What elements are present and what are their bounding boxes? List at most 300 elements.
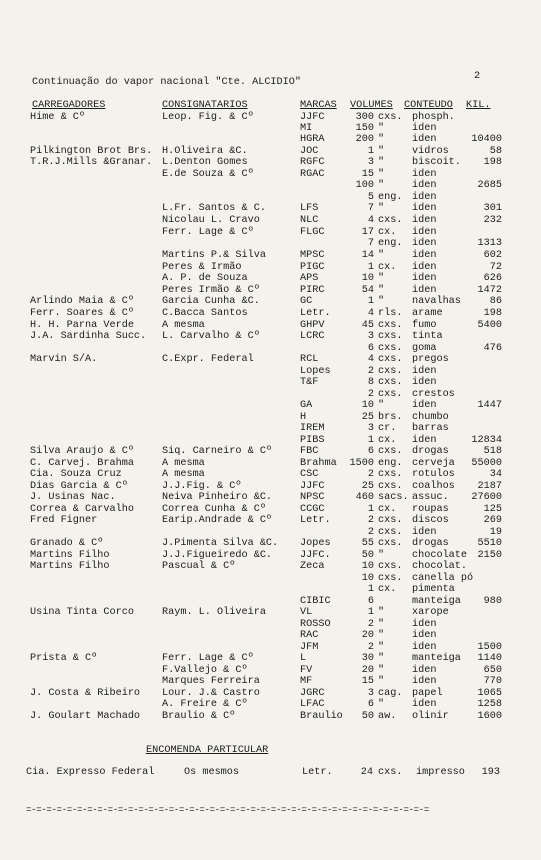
row-content: iden [412,377,437,388]
row-content: iden [412,676,437,687]
row-content: iden [412,642,437,653]
row-content: iden [412,699,437,710]
row-qty: 10 [361,573,374,584]
row-content: iden [412,527,437,538]
row-mark: JJFC. [300,550,331,561]
row-mark: RGAC [300,169,325,180]
row-consignee: Garcia Cunha &C. [162,296,260,307]
row-unit: cxs. [378,331,403,342]
row-unit: cx. [378,262,397,273]
row-mark: LCRC [300,331,325,342]
row-unit: " [378,250,385,261]
footer-shipper: Cia. Expresso Federal [26,767,155,778]
row-mark: Braulio [300,711,343,722]
row-qty: 2 [367,642,374,653]
row-kilos: 1065 [477,688,502,699]
table-row [0,251,541,263]
row-unit: cxs. [378,469,403,480]
table-row [0,424,541,436]
row-unit: cxs. [378,112,403,123]
row-consignee: C.Bacca Santos [162,308,248,319]
row-kilos: 1313 [477,238,502,249]
row-mark: PIGC [300,262,325,273]
row-content: navalhas [412,296,461,307]
row-shipper: Martins Filho [30,550,110,561]
row-qty: 10 [361,400,374,411]
row-qty: 1 [367,146,374,157]
row-mark: JOC [300,146,319,157]
row-content: discos [412,515,449,526]
row-content: fumo [412,320,437,331]
row-consignee: J.Pimenta Silva &C. [162,538,279,549]
row-qty: 1 [367,435,374,446]
row-unit: cx. [378,504,397,515]
row-content: drogas [412,538,449,549]
row-qty: 6 [367,699,374,710]
row-qty: 25 [361,412,374,423]
row-unit: " [378,607,385,618]
row-mark: RAC [300,630,319,641]
row-kilos: 2685 [477,180,502,191]
row-consignee: A mesma [162,320,205,331]
row-shipper: Hime & Cº [30,112,86,123]
row-unit: cxs. [378,366,403,377]
row-mark: NPSC [300,492,325,503]
row-consignee: Martins P.& Silva [162,250,266,261]
row-qty: 5 [367,192,374,203]
row-kilos: 198 [483,157,502,168]
row-unit: cxs. [378,389,403,400]
row-qty: 460 [355,492,374,503]
row-kilos: 198 [483,308,502,319]
row-qty: 3 [367,423,374,434]
row-unit: " [378,157,385,168]
row-mark: APS [300,273,319,284]
row-content: iden [412,400,437,411]
row-mark: FLGC [300,227,325,238]
row-consignee: Ferr. Lage & Cº [162,227,254,238]
row-unit: " [378,630,385,641]
row-kilos: 518 [483,446,502,457]
row-shipper: J. Costa & Ribeiro [30,688,141,699]
row-shipper: Marvin S/A. [30,354,98,365]
row-mark: VL [300,607,313,618]
row-unit: cxs. [378,343,403,354]
row-content: iden [412,630,437,641]
row-shipper: Dias Garcia & Cº [30,481,128,492]
row-mark: MPSC [300,250,325,261]
row-content: iden [412,215,437,226]
row-mark: MI [300,123,313,134]
row-qty: 4 [367,354,374,365]
row-mark: FV [300,665,313,676]
row-mark: GA [300,400,313,411]
row-mark: Jopes [300,538,331,549]
row-consignee: Neiva Pinheiro &C. [162,492,273,503]
row-unit: " [378,296,385,307]
row-unit: cr. [378,423,397,434]
row-qty: 200 [355,134,374,145]
row-qty: 17 [361,227,374,238]
row-unit: " [378,134,385,145]
row-content: chocolat. [412,561,468,572]
row-unit: cxs. [378,573,403,584]
row-unit: brs. [378,412,403,423]
row-unit: cxs. [378,538,403,549]
row-unit: cxs. [378,377,403,388]
row-shipper: H. H. Parna Verde [30,320,134,331]
row-unit: " [378,653,385,664]
row-kilos: 301 [483,203,502,214]
row-content: xarope [412,607,449,618]
row-consignee: A. Freire & Cº [162,699,248,710]
row-content: iden [412,366,437,377]
row-kilos: 2150 [477,550,502,561]
row-content: vidros [412,146,449,157]
row-content: rotulos [412,469,455,480]
table-row [0,274,541,286]
row-consignee: H.Oliveira &C. [162,146,248,157]
row-consignee: Leop. Fig. & Cº [162,112,254,123]
row-content: iden [412,192,437,203]
row-content: iden [412,285,437,296]
row-shipper: Correa & Carvalho [30,504,134,515]
row-content: iden [412,180,437,191]
row-consignee: Earip.Andrade & Cº [162,515,273,526]
row-consignee: L.Fr. Santos & C. [162,203,266,214]
row-consignee: A. P. de Souza [162,273,248,284]
row-kilos: 602 [483,250,502,261]
row-kilos: 1500 [477,642,502,653]
row-qty: 7 [367,203,374,214]
row-content: tinta [412,331,443,342]
table-row [0,654,541,666]
row-unit: cxs. [378,215,403,226]
row-unit: cxs. [378,561,403,572]
row-qty: 6 [367,596,374,607]
row-qty: 150 [355,123,374,134]
row-content: iden [412,169,437,180]
row-unit: " [378,699,385,710]
row-unit: cxs. [378,527,403,538]
row-qty: 4 [367,308,374,319]
row-kilos: 1258 [477,699,502,710]
row-unit: " [378,123,385,134]
table-row [0,181,541,193]
row-mark: L [300,653,307,664]
row-content: goma [412,343,437,354]
row-qty: 300 [355,112,374,123]
row-qty: 4 [367,215,374,226]
row-qty: 15 [361,169,374,180]
row-qty: 10 [361,273,374,284]
table-row [0,355,541,367]
row-qty: 3 [367,688,374,699]
row-unit: rls. [378,308,403,319]
row-qty: 7 [367,238,374,249]
footer-consignee: Os mesmos [184,767,240,778]
row-consignee: J.J.Figueiredo &C. [162,550,273,561]
row-mark: Letr. [300,308,331,319]
row-mark: CCGC [300,504,325,515]
row-mark: MF [300,676,313,687]
table-row [0,158,541,170]
row-kilos: 1472 [477,285,502,296]
row-qty: 100 [355,180,374,191]
row-consignee: Peres Irmão & Cº [162,285,260,296]
row-qty: 3 [367,331,374,342]
row-qty: 1 [367,504,374,515]
row-qty: 2 [367,389,374,400]
row-qty: 50 [361,711,374,722]
row-shipper: Martins Filho [30,561,110,572]
row-unit: eng. [378,238,403,249]
row-consignee: J.J.Fig. & Cº [162,481,242,492]
row-shipper: Arlindo Maia & Cº [30,296,134,307]
row-content: iden [412,665,437,676]
row-mark: LFS [300,203,319,214]
row-consignee: Braulio & Cº [162,711,236,722]
footer-content: impresso [416,767,465,778]
row-unit: eng. [378,458,403,469]
row-shipper: T.R.J.Mills &Granar. [30,157,153,168]
row-consignee: Siq. Carneiro & Cº [162,446,273,457]
row-qty: 1 [367,296,374,307]
column-header-consignees: CONSIGNATARIOS [162,100,248,111]
row-content: assuc. [412,492,449,503]
document-header: Continuação do vapor nacional "Cte. ALCIDIO" [32,77,301,88]
row-unit: " [378,400,385,411]
row-kilos: 19 [489,527,502,538]
table-row [0,332,541,344]
row-consignee: Nicolau L. Cravo [162,215,260,226]
row-content: iden [412,619,437,630]
row-mark: ROSSO [300,619,331,630]
row-consignee: L. Carvalho & Cº [162,331,260,342]
row-unit: cxs. [378,481,403,492]
row-content: arame [412,308,443,319]
row-qty: 50 [361,550,374,561]
row-qty: 2 [367,619,374,630]
row-consignee: Correa Cunha & Cº [162,504,266,515]
row-content: biscoit. [412,157,461,168]
row-unit: " [378,146,385,157]
row-unit: " [378,550,385,561]
row-consignee: Lour. J.& Castro [162,688,260,699]
row-qty: 2 [367,366,374,377]
row-content: papel [412,688,443,699]
row-shipper: J. Usinas Nac. [30,492,116,503]
table-row [0,216,541,228]
row-content: roupas [412,504,449,515]
row-unit: " [378,273,385,284]
footer-kilos: 193 [481,767,500,778]
row-mark: LFAC [300,699,325,710]
row-kilos: 12834 [471,435,502,446]
row-content: iden [412,227,437,238]
row-content: drogas [412,446,449,457]
row-content: olinir [412,711,449,722]
row-unit: " [378,676,385,687]
row-kilos: 232 [483,215,502,226]
row-qty: 2 [367,515,374,526]
row-shipper: Usina Tinta Corco [30,607,134,618]
row-kilos: 86 [489,296,502,307]
row-kilos: 980 [483,596,502,607]
row-mark: RCL [300,354,319,365]
row-qty: 3 [367,157,374,168]
row-kilos: 1447 [477,400,502,411]
row-shipper: Silva Araujo & Cº [30,446,134,457]
row-kilos: 72 [489,262,502,273]
footer-unit: cxs. [378,767,403,778]
row-content: phosph. [412,112,455,123]
row-consignee: A mesma [162,458,205,469]
row-mark: GHPV [300,320,325,331]
row-qty: 1 [367,262,374,273]
row-consignee: F.Vallejo & Cº [162,665,248,676]
row-kilos: 2187 [477,481,502,492]
table-row [0,239,541,251]
column-header-contents: CONTEUDO [404,100,453,111]
row-mark: FBC [300,446,319,457]
row-mark: IREM [300,423,325,434]
row-qty: 2 [367,469,374,480]
row-shipper: Fred Figner [30,515,98,526]
row-consignee: Marques Ferreira [162,676,260,687]
row-kilos: 476 [483,343,502,354]
row-consignee: Pascual & Cº [162,561,236,572]
row-consignee: Peres & Irmão [162,262,242,273]
column-header-kilos: KIL. [466,100,491,111]
row-qty: 30 [361,653,374,664]
row-shipper: J.A. Sardinha Succ. [30,331,147,342]
row-unit: " [378,619,385,630]
row-kilos: 626 [483,273,502,284]
row-kilos: 27600 [471,492,502,503]
row-content: manteiga [412,653,461,664]
row-content: chumbo [412,412,449,423]
row-unit: cag. [378,688,403,699]
row-kilos: 770 [483,676,502,687]
row-mark: T&F [300,377,319,388]
row-unit: " [378,203,385,214]
row-qty: 10 [361,561,374,572]
row-mark: JGRC [300,688,325,699]
row-content: iden [412,250,437,261]
row-shipper: Ferr. Soares & Cº [30,308,134,319]
row-kilos: 55000 [471,458,502,469]
row-unit: eng. [378,192,403,203]
row-kilos: 10400 [471,134,502,145]
row-shipper: Cia. Souza Cruz [30,469,122,480]
row-content: iden [412,238,437,249]
row-mark: Brahma [300,458,337,469]
row-qty: 2 [367,527,374,538]
table-row [0,401,541,413]
row-qty: 8 [367,377,374,388]
row-kilos: 1600 [477,711,502,722]
row-kilos: 5510 [477,538,502,549]
row-consignee: E.de Souza & Cº [162,169,254,180]
row-mark: CSC [300,469,319,480]
footer-mark: Letr. [302,767,333,778]
row-mark: Lopes [300,366,331,377]
row-mark: JFM [300,642,319,653]
row-kilos: 1140 [477,653,502,664]
row-qty: 20 [361,630,374,641]
row-mark: H [300,412,307,423]
row-consignee: Raym. L. Oliveira [162,607,266,618]
section-title: ENCOMENDA PARTICULAR [146,745,269,756]
column-header-shippers: CARREGADORES [32,100,106,111]
column-header-marks: MARCAS [300,100,337,111]
row-mark: Zeca [300,561,325,572]
row-unit: " [378,180,385,191]
row-kilos: 34 [489,469,502,480]
row-content: iden [412,262,437,273]
separator-line: =-=-=-=-=-=-=-=-=-=-=-=-=-=-=-=-=-=-=-=-=-=-=-=-=-=-=-=-=-=-=-=-=-=-=-=-=-=-=-= [26,805,429,815]
row-mark: HGRA [300,134,325,145]
row-qty: 25 [361,481,374,492]
row-unit: cxs. [378,446,403,457]
row-unit: aw. [378,711,397,722]
row-content: iden [412,123,437,134]
row-unit: " [378,169,385,180]
row-unit: cxs. [378,320,403,331]
row-content: iden [412,134,437,145]
row-consignee: L.Denton Gomes [162,157,248,168]
row-kilos: 125 [483,504,502,515]
footer-qty: 24 [360,767,373,778]
row-unit: sacs. [378,492,409,503]
page-number: 2 [474,71,481,82]
row-shipper: Prista & Cº [30,653,98,664]
row-shipper: C. Carvej. Brahma [30,458,134,469]
row-consignee: C.Expr. Federal [162,354,254,365]
table-row [0,608,541,620]
row-shipper: Granado & Cº [30,538,104,549]
table-row [0,378,541,390]
row-kilos: 58 [489,146,502,157]
row-content: iden [412,203,437,214]
row-mark: JJFC [300,481,325,492]
footer-row [0,768,541,780]
row-unit: cx. [378,227,397,238]
row-kilos: 5400 [477,320,502,331]
row-content: crestos [412,389,455,400]
row-unit: " [378,665,385,676]
row-qty: 55 [361,538,374,549]
row-qty: 14 [361,250,374,261]
row-mark: PIBS [300,435,325,446]
row-unit: cxs. [378,515,403,526]
row-consignee: Ferr. Lage & Cº [162,653,254,664]
row-content: chocolate [412,550,468,561]
row-content: barras [412,423,449,434]
table-row [0,204,541,216]
row-qty: 6 [367,446,374,457]
row-kilos: 650 [483,665,502,676]
row-mark: RGFC [300,157,325,168]
row-qty: 15 [361,676,374,687]
row-qty: 1 [367,607,374,618]
row-qty: 20 [361,665,374,676]
table-row [0,712,541,724]
row-content: iden [412,435,437,446]
row-mark: PIRC [300,285,325,296]
row-mark: GC [300,296,313,307]
